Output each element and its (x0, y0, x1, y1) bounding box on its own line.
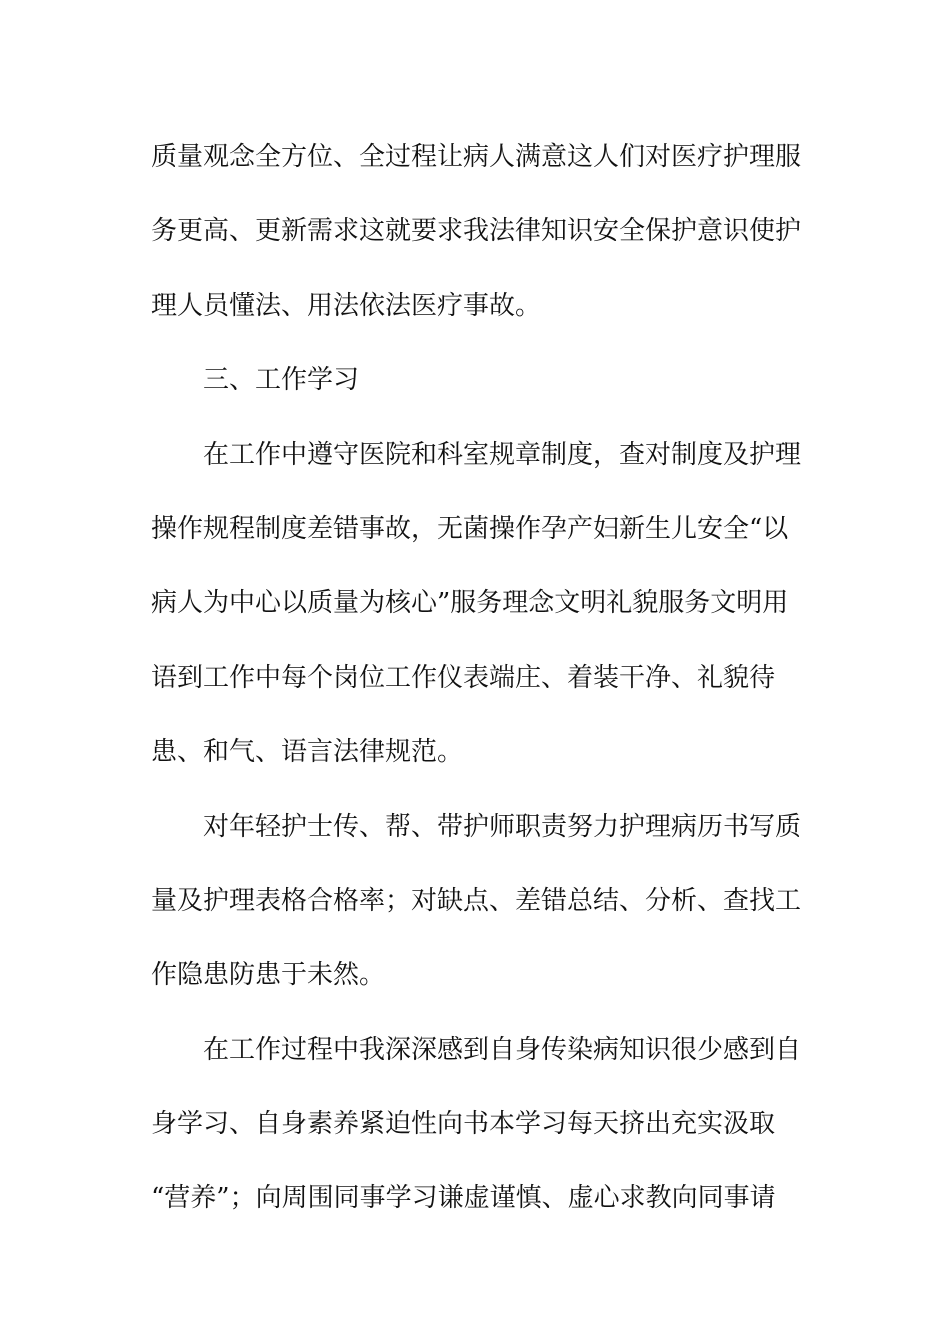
text-line: 理人员懂法、用法依法医疗事故。 (151, 290, 542, 321)
text-line: 患、和气、语言法律规范。 (151, 737, 464, 768)
text-line: 质量观念全方位、全过程让病人满意这人们对医疗护理服 (151, 142, 802, 172)
text-line: 操作规程制度差错事故，无菌操作孕产妇新生儿安全“以 (151, 513, 789, 544)
section-heading: 三、工作学习 (203, 365, 360, 396)
text-line: 病人为中心以质量为核心”服务理念文明礼貌服务文明用 (151, 588, 789, 619)
text-line: 量及护理表格合格率；对缺点、差错总结、分析、查找工 (151, 885, 802, 916)
text-line: 语到工作中每个岗位工作仪表端庄、着装干净、礼貌待 (151, 662, 776, 693)
text-line: 作隐患防患于未然。 (151, 960, 386, 991)
paragraph-start-line: 在工作过程中我深深感到自身传染病知识很少感到自 (203, 1034, 802, 1065)
paragraph-start-line: 在工作中遵守医院和科室规章制度，查对制度及护理 (203, 439, 802, 470)
text-line: “营养”；向周围同事学习谦虚谨慎、虚心求教向同事请 (151, 1183, 776, 1214)
document-body (151, 120, 811, 1236)
text-line: 务更高、更新需求这就要求我法律知识安全保护意识使护 (151, 216, 802, 247)
paragraph-start-line: 对年轻护士传、帮、带护师职责努力护理病历书写质 (203, 811, 802, 842)
text-line: 身学习、自身素养紧迫性向书本学习每天挤出充实汲取 (151, 1109, 776, 1140)
